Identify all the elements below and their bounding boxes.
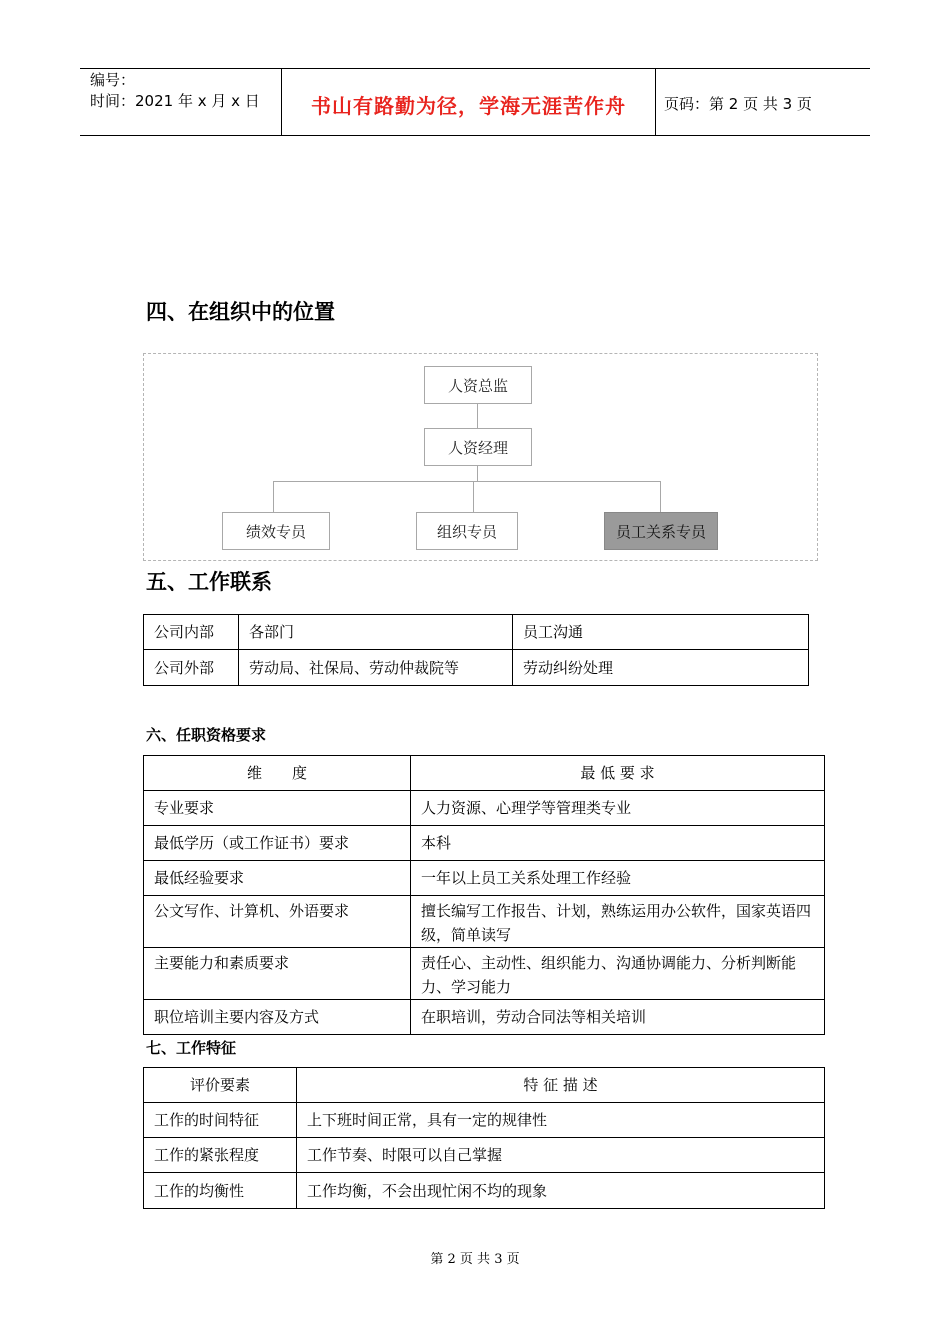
table-header-cell: 最 低 要 求 [411, 756, 825, 791]
table-cell: 劳动纠纷处理 [513, 650, 809, 686]
header-page-label: 页码：第 2 页 共 3 页 [664, 95, 812, 113]
table-cell: 劳动局、社保局、劳动仲裁院等 [239, 650, 513, 686]
table-row [144, 1000, 825, 1035]
table-cell: 公司外部 [144, 650, 239, 686]
org-connector [477, 404, 478, 428]
org-node-performance-specialist: 绩效专员 [222, 512, 330, 550]
table-cell: 上下班时间正常，具有一定的规律性 [297, 1103, 825, 1138]
table-row [144, 1173, 825, 1209]
table-cell: 工作均衡，不会出现忙闲不均的现象 [297, 1173, 825, 1209]
org-node-employee-relations-specialist: 员工关系专员 [604, 512, 718, 550]
work-relations-table [143, 614, 809, 686]
table-cell: 在职培训，劳动合同法等相关培训 [411, 1000, 825, 1035]
table-cell: 本科 [411, 826, 825, 861]
table-header-row [144, 1068, 825, 1103]
table-row [144, 896, 825, 948]
page-footer: 第 2 页 共 3 页 [430, 1252, 520, 1267]
table-row [144, 948, 825, 1000]
org-connector-horizontal [273, 481, 661, 482]
qualifications-table [143, 755, 825, 1035]
header-time-label: 时间：2021 年 x 月 x 日 [90, 92, 260, 110]
table-header-cell: 维 度 [144, 756, 411, 791]
table-row [144, 826, 825, 861]
table-cell: 责任心、主动性、组织能力、沟通协调能力、分析判断能力、学习能力 [411, 948, 825, 1000]
table-header-cell: 特 征 描 述 [297, 1068, 825, 1103]
section5-title: 五、工作联系 [146, 570, 272, 594]
table-row [144, 650, 809, 686]
table-cell: 最低学历（或工作证书）要求 [144, 826, 411, 861]
table-header-row [144, 756, 825, 791]
table-cell: 公文写作、计算机、外语要求 [144, 896, 411, 948]
table-cell: 职位培训主要内容及方式 [144, 1000, 411, 1035]
table-row [144, 791, 825, 826]
table-row [144, 615, 809, 650]
table-cell: 一年以上员工关系处理工作经验 [411, 861, 825, 896]
header-divider-right [655, 68, 656, 136]
table-cell: 最低经验要求 [144, 861, 411, 896]
header-bottom-rule [80, 135, 870, 136]
org-connector [273, 481, 274, 512]
table-cell: 工作的紧张程度 [144, 1138, 297, 1173]
org-connector [660, 481, 661, 512]
table-cell: 人力资源、心理学等管理类专业 [411, 791, 825, 826]
section7-title: 七、工作特征 [146, 1039, 237, 1057]
table-cell: 擅长编写工作报告、计划，熟练运用办公软件，国家英语四级，简单读写 [411, 896, 825, 948]
org-connector [473, 481, 474, 512]
table-cell: 公司内部 [144, 615, 239, 650]
table-row [144, 1103, 825, 1138]
section6-title: 六、任职资格要求 [146, 726, 267, 744]
table-cell: 工作的时间特征 [144, 1103, 297, 1138]
table-header-cell: 评价要素 [144, 1068, 297, 1103]
table-row [144, 861, 825, 896]
header-top-rule [80, 68, 870, 69]
org-node-hr-manager: 人资经理 [424, 428, 532, 466]
table-row [144, 1138, 825, 1173]
section4-title: 四、在组织中的位置 [146, 300, 335, 324]
table-cell: 主要能力和素质要求 [144, 948, 411, 1000]
table-cell: 各部门 [239, 615, 513, 650]
table-cell: 专业要求 [144, 791, 411, 826]
table-cell: 工作的均衡性 [144, 1173, 297, 1209]
job-characteristics-table [143, 1067, 825, 1209]
org-node-organization-specialist: 组织专员 [416, 512, 518, 550]
table-cell: 工作节奏、时限可以自己掌握 [297, 1138, 825, 1173]
org-connector [477, 466, 478, 481]
header-motto: 书山有路勤为径，学海无涯苦作舟 [311, 94, 626, 118]
header-number-label: 编号： [90, 71, 136, 89]
org-node-hr-director: 人资总监 [424, 366, 532, 404]
table-cell: 员工沟通 [513, 615, 809, 650]
header-meta [90, 70, 260, 112]
